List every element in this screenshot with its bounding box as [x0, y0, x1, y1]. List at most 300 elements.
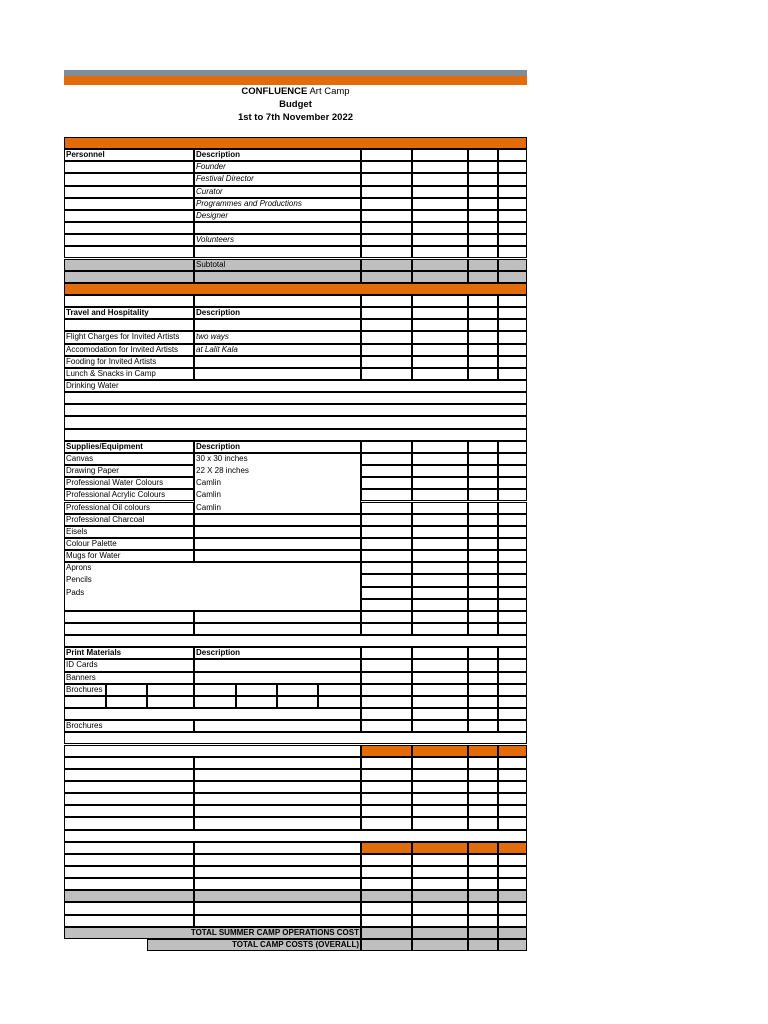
table-cell	[106, 696, 147, 708]
table-cell	[468, 356, 498, 368]
table-cell	[498, 550, 527, 562]
table-row	[64, 416, 527, 428]
subtotal-row	[412, 890, 468, 902]
table-cell	[412, 915, 468, 927]
table-cell	[468, 198, 498, 210]
table-cell	[64, 234, 194, 246]
table-cell	[412, 234, 468, 246]
supplies-item-description: 22 X 28 inches	[196, 466, 249, 476]
table-cell	[498, 234, 527, 246]
table-cell	[194, 356, 361, 368]
table-cell	[194, 611, 361, 623]
table-cell	[64, 186, 194, 198]
table-cell	[194, 842, 361, 854]
table-cell	[498, 489, 527, 501]
table-cell	[412, 757, 468, 769]
subtotal-row	[361, 890, 412, 902]
table-cell	[361, 902, 412, 914]
table-cell	[361, 453, 412, 465]
table-cell	[194, 696, 236, 708]
table-cell	[468, 817, 498, 829]
table-cell	[498, 441, 527, 453]
table-cell	[361, 611, 412, 623]
supplies-item: Pencils	[66, 575, 92, 585]
table-cell	[194, 817, 361, 829]
table-cell	[194, 781, 361, 793]
travel-item-description: two ways	[196, 332, 229, 342]
table-cell	[468, 902, 498, 914]
table-cell	[361, 550, 412, 562]
table-cell	[147, 696, 194, 708]
subtotal-row	[194, 890, 361, 902]
table-cell	[194, 720, 361, 732]
table-cell	[468, 526, 498, 538]
table-cell	[412, 441, 468, 453]
column-header-description: Description	[196, 308, 241, 318]
table-cell	[194, 684, 236, 696]
table-cell	[498, 915, 527, 927]
table-cell	[277, 696, 318, 708]
document-title	[64, 86, 527, 98]
document-subtitle: Budget	[279, 99, 312, 110]
table-row	[64, 380, 527, 392]
table-cell	[361, 502, 412, 514]
header-orange-band	[64, 76, 527, 85]
table-cell	[361, 854, 412, 866]
table-cell	[412, 246, 468, 258]
table-cell	[468, 574, 498, 586]
table-cell	[361, 672, 412, 684]
total-cell	[412, 939, 468, 951]
table-cell	[498, 611, 527, 623]
section-divider	[64, 137, 527, 149]
supplies-item: Canvas	[66, 453, 94, 463]
table-row	[64, 392, 527, 404]
table-cell	[106, 684, 147, 696]
table-cell	[498, 246, 527, 258]
table-cell	[412, 186, 468, 198]
table-cell	[468, 210, 498, 222]
total-operations-label: TOTAL SUMMER CAMP OPERATIONS COST	[190, 927, 359, 937]
brand-name: CONFLUENCE	[241, 86, 308, 97]
table-cell	[498, 817, 527, 829]
total-cell	[468, 939, 498, 951]
table-cell	[194, 915, 361, 927]
header-cell	[468, 745, 498, 757]
table-cell	[194, 526, 361, 538]
table-cell	[361, 465, 412, 477]
supplies-item: Colour Palette	[66, 538, 117, 548]
table-cell	[498, 684, 527, 696]
table-cell	[468, 781, 498, 793]
table-cell	[468, 149, 498, 161]
print-item: ID Cards	[66, 660, 98, 670]
header-cell	[361, 745, 412, 757]
section-divider	[64, 283, 527, 295]
table-cell	[412, 222, 468, 234]
table-cell	[498, 161, 527, 173]
table-cell	[194, 550, 361, 562]
supplies-item-description: Camlin	[196, 478, 221, 488]
table-cell	[468, 684, 498, 696]
table-cell	[361, 489, 412, 501]
table-cell	[468, 599, 498, 611]
table-cell	[64, 319, 194, 331]
table-cell	[468, 696, 498, 708]
table-cell	[194, 319, 361, 331]
table-cell	[412, 514, 468, 526]
table-cell	[64, 781, 194, 793]
table-cell	[361, 222, 412, 234]
table-cell	[361, 319, 412, 331]
table-cell	[412, 149, 468, 161]
subtotal-label: Subtotal	[196, 259, 226, 269]
table-cell	[361, 793, 412, 805]
table-cell	[412, 781, 468, 793]
table-cell	[277, 684, 318, 696]
table-cell	[361, 587, 412, 599]
table-cell	[361, 659, 412, 671]
table-cell	[468, 878, 498, 890]
table-cell	[498, 222, 527, 234]
table-cell	[468, 331, 498, 343]
table-cell	[194, 623, 361, 635]
table-cell	[64, 696, 106, 708]
table-cell	[498, 866, 527, 878]
subtotal-row	[412, 271, 468, 283]
document-dates: 1st to 7th November 2022	[237, 112, 354, 123]
table-cell	[194, 757, 361, 769]
table-cell	[194, 514, 361, 526]
table-cell	[412, 368, 468, 380]
table-cell	[498, 720, 527, 732]
table-cell	[412, 854, 468, 866]
table-cell	[498, 186, 527, 198]
table-row	[64, 732, 527, 744]
table-cell	[498, 805, 527, 817]
table-cell	[64, 161, 194, 173]
table-cell	[412, 866, 468, 878]
table-cell	[468, 514, 498, 526]
table-cell	[361, 562, 412, 574]
supplies-item-description: Camlin	[196, 490, 221, 500]
travel-item-description: at Lalit Kala	[196, 344, 238, 354]
table-cell	[412, 161, 468, 173]
table-cell	[468, 441, 498, 453]
table-cell	[64, 817, 194, 829]
table-cell	[64, 902, 194, 914]
header-cell	[498, 842, 527, 854]
table-row	[64, 404, 527, 416]
subtotal-row	[194, 271, 361, 283]
table-cell	[64, 793, 194, 805]
table-cell	[412, 587, 468, 599]
table-cell	[498, 307, 527, 319]
table-cell	[498, 757, 527, 769]
table-cell	[361, 708, 412, 720]
header-cell	[412, 842, 468, 854]
table-cell	[498, 793, 527, 805]
table-cell	[64, 805, 194, 817]
table-cell	[498, 708, 527, 720]
table-cell	[468, 173, 498, 185]
table-cell	[64, 295, 194, 307]
table-cell	[236, 696, 277, 708]
table-cell	[412, 623, 468, 635]
subtotal-row	[64, 890, 194, 902]
header-cell	[498, 745, 527, 757]
column-header-description: Description	[196, 441, 241, 451]
budget-table	[64, 137, 527, 947]
table-cell	[498, 356, 527, 368]
column-header-description: Description	[196, 648, 241, 658]
table-cell	[64, 915, 194, 927]
table-cell	[412, 453, 468, 465]
table-cell	[361, 161, 412, 173]
table-cell	[468, 915, 498, 927]
travel-item: Lunch & Snacks in Camp	[66, 368, 156, 378]
personnel-item: Designer	[196, 210, 229, 220]
table-cell	[468, 659, 498, 671]
table-cell	[361, 173, 412, 185]
table-cell	[498, 514, 527, 526]
table-cell	[361, 331, 412, 343]
table-cell	[361, 441, 412, 453]
table-cell	[468, 161, 498, 173]
travel-item: Accomodation for Invited Artists	[66, 344, 179, 354]
table-cell	[361, 477, 412, 489]
personnel-item: Volunteers	[196, 235, 234, 245]
table-cell	[468, 502, 498, 514]
brand-suffix: Art Camp	[307, 86, 350, 97]
print-item: Banners	[66, 672, 96, 682]
table-cell	[498, 781, 527, 793]
table-cell	[412, 659, 468, 671]
table-cell	[64, 866, 194, 878]
table-cell	[361, 526, 412, 538]
table-cell	[498, 672, 527, 684]
total-cell	[498, 939, 527, 951]
table-cell	[498, 623, 527, 635]
subtotal-row	[361, 259, 412, 271]
table-cell	[194, 769, 361, 781]
table-cell	[64, 623, 194, 635]
table-cell	[498, 562, 527, 574]
table-cell	[64, 878, 194, 890]
table-row	[64, 429, 527, 441]
table-cell	[412, 344, 468, 356]
table-cell	[498, 331, 527, 343]
table-cell	[361, 344, 412, 356]
table-cell	[412, 477, 468, 489]
table-cell	[194, 368, 361, 380]
table-cell	[361, 599, 412, 611]
table-cell	[412, 902, 468, 914]
table-cell	[498, 878, 527, 890]
table-cell	[361, 805, 412, 817]
supplies-item: Aprons	[66, 563, 92, 573]
table-cell	[412, 465, 468, 477]
table-cell	[361, 647, 412, 659]
table-cell	[498, 587, 527, 599]
subtotal-row	[468, 271, 498, 283]
table-cell	[64, 708, 361, 720]
subtotal-row	[64, 259, 194, 271]
table-cell	[318, 696, 361, 708]
table-cell	[468, 720, 498, 732]
table-cell	[468, 246, 498, 258]
table-cell	[361, 817, 412, 829]
table-cell	[361, 356, 412, 368]
table-cell	[194, 902, 361, 914]
table-cell	[498, 344, 527, 356]
column-header-description: Description	[196, 150, 241, 160]
table-row	[64, 635, 527, 647]
table-cell	[64, 173, 194, 185]
table-cell	[194, 854, 361, 866]
table-cell	[468, 854, 498, 866]
table-cell	[468, 562, 498, 574]
table-cell	[194, 805, 361, 817]
table-cell	[412, 793, 468, 805]
table-cell	[468, 465, 498, 477]
table-cell	[236, 684, 277, 696]
subtotal-row	[468, 890, 498, 902]
subtotal-row	[498, 890, 527, 902]
supplies-item: Eisels	[66, 526, 88, 536]
table-cell	[498, 526, 527, 538]
table-cell	[361, 368, 412, 380]
table-cell	[412, 672, 468, 684]
table-cell	[412, 720, 468, 732]
table-cell	[468, 672, 498, 684]
table-cell	[361, 538, 412, 550]
total-cell	[361, 927, 412, 939]
table-cell	[64, 769, 194, 781]
table-cell	[412, 295, 468, 307]
table-cell	[498, 149, 527, 161]
table-cell	[468, 453, 498, 465]
table-cell	[361, 915, 412, 927]
personnel-item: Programmes and Productions	[196, 198, 302, 208]
table-cell	[498, 599, 527, 611]
table-cell	[468, 587, 498, 599]
description-block	[194, 453, 361, 514]
table-cell	[194, 222, 361, 234]
table-cell	[361, 623, 412, 635]
table-cell	[498, 210, 527, 222]
table-cell	[468, 647, 498, 659]
table-cell	[498, 902, 527, 914]
table-cell	[498, 659, 527, 671]
table-cell	[498, 696, 527, 708]
table-cell	[412, 817, 468, 829]
supplies-item: Pads	[66, 587, 85, 597]
print-item: Brochures	[66, 684, 103, 694]
table-cell	[361, 307, 412, 319]
table-cell	[147, 684, 194, 696]
table-cell	[412, 696, 468, 708]
table-cell	[361, 574, 412, 586]
table-cell	[468, 793, 498, 805]
table-cell	[64, 745, 361, 757]
personnel-item: Festival Director	[196, 174, 254, 184]
header-cell	[468, 842, 498, 854]
personnel-item: Curator	[196, 186, 223, 196]
table-cell	[468, 477, 498, 489]
table-cell	[412, 502, 468, 514]
total-cell	[468, 927, 498, 939]
supplies-item: Mugs for Water	[66, 551, 121, 561]
table-cell	[498, 769, 527, 781]
table-cell	[498, 319, 527, 331]
personnel-item: Founder	[196, 162, 226, 172]
table-cell	[412, 173, 468, 185]
table-cell	[361, 781, 412, 793]
table-cell	[361, 696, 412, 708]
table-cell	[64, 611, 194, 623]
table-cell	[361, 720, 412, 732]
subtotal-row	[468, 259, 498, 271]
header-cell	[361, 842, 412, 854]
travel-item: Fooding for Invited Artists	[66, 356, 157, 366]
table-cell	[361, 149, 412, 161]
table-cell	[412, 574, 468, 586]
table-cell	[412, 769, 468, 781]
table-cell	[412, 805, 468, 817]
supplies-item: Drawing Paper	[66, 466, 119, 476]
subtotal-row	[498, 271, 527, 283]
table-cell	[412, 526, 468, 538]
supplies-item-description: Camlin	[196, 502, 221, 512]
table-cell	[412, 878, 468, 890]
table-cell	[498, 502, 527, 514]
table-cell	[468, 222, 498, 234]
table-cell	[361, 210, 412, 222]
table-cell	[194, 866, 361, 878]
subtotal-row	[412, 259, 468, 271]
table-cell	[468, 866, 498, 878]
table-cell	[498, 173, 527, 185]
table-cell	[468, 319, 498, 331]
table-cell	[468, 805, 498, 817]
table-cell	[361, 198, 412, 210]
table-cell	[412, 611, 468, 623]
table-cell	[468, 307, 498, 319]
total-cell	[361, 939, 412, 951]
table-cell	[498, 574, 527, 586]
table-cell	[64, 210, 194, 222]
supplies-item: Professional Water Colours	[66, 478, 164, 488]
total-cell	[412, 927, 468, 939]
section-heading-travel: Travel and Hospitality	[66, 308, 149, 318]
table-cell	[412, 599, 468, 611]
table-cell	[468, 757, 498, 769]
table-cell	[412, 489, 468, 501]
table-cell	[498, 295, 527, 307]
travel-item: Flight Charges for Invited Artists	[66, 332, 180, 342]
supplies-item: Professional Oil colours	[66, 502, 151, 512]
table-cell	[498, 477, 527, 489]
table-cell	[412, 550, 468, 562]
table-cell	[412, 210, 468, 222]
table-cell	[194, 672, 361, 684]
table-cell	[194, 793, 361, 805]
table-cell	[412, 198, 468, 210]
table-cell	[468, 611, 498, 623]
table-cell	[412, 319, 468, 331]
table-cell	[468, 623, 498, 635]
